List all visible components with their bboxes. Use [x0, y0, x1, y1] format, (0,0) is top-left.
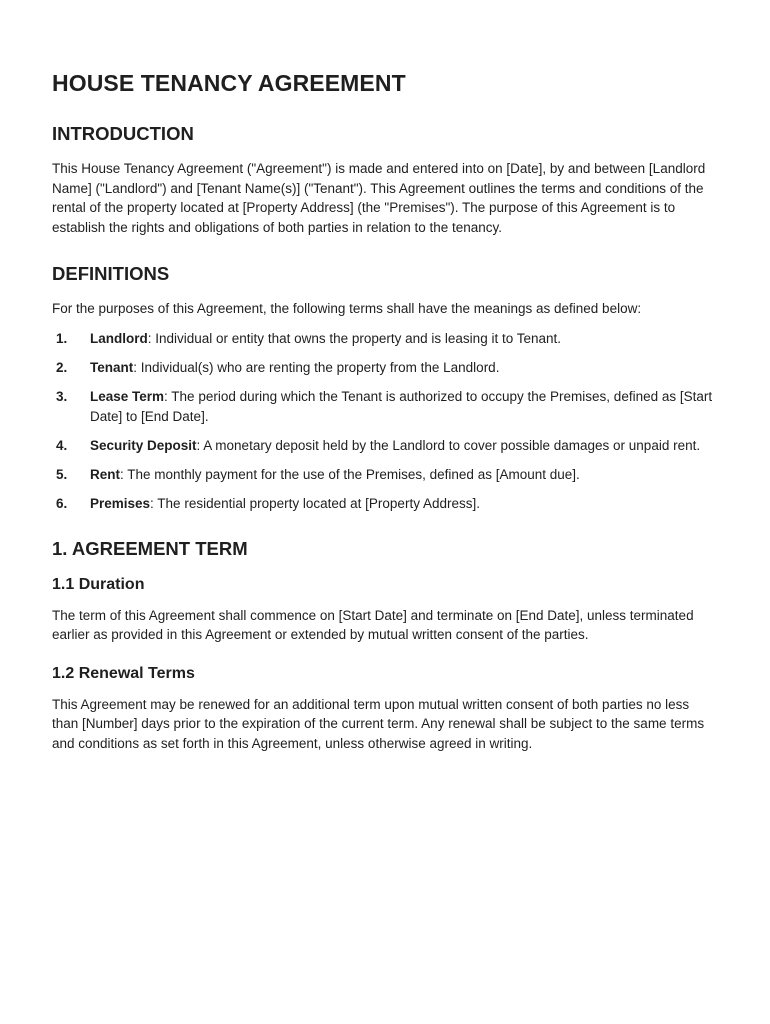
definition-term: Security Deposit [90, 437, 197, 453]
definition-term: Lease Term [90, 389, 165, 405]
definition-item [52, 436, 718, 456]
definition-item [52, 329, 718, 349]
document-title: HOUSE TENANCY AGREEMENT [52, 70, 406, 96]
definition-item [52, 494, 718, 514]
agreement-term-section [52, 538, 718, 754]
agreement-term-heading: 1. AGREEMENT TERM [52, 537, 248, 559]
renewal-text: This Agreement may be renewed for an additional term upon mutual written consent of both parties no less than [Number] days prior to the expiration of the current term. Any renewal shall be subject to the same terms and conditions as set forth in this Agreement, unless otherwise agreed in writing. [52, 696, 705, 751]
definitions-section [52, 263, 718, 513]
definitions-list [52, 329, 718, 514]
definition-number: 6. [56, 496, 68, 512]
definition-item [52, 387, 718, 426]
definition-description: : The monthly payment for the use of the Premises, defined as [Amount due]. [120, 466, 580, 482]
introduction-heading: INTRODUCTION [52, 123, 194, 144]
definition-term: Rent [90, 466, 120, 482]
definition-description: : A monetary deposit held by the Landlord to cover possible damages or unpaid rent. [196, 437, 701, 453]
introduction-text: This House Tenancy Agreement ("Agreement") is made and entered into on [Date], by and between [Landlord Name] ("Landlord") and [Tenant Name(s)] ("Tenant"). This Agreement outlines the terms and conditions of the rental of the property located at [Property Address] (the "Premises"). The purpose of this Agreement is to establish the rights and obligations of both parties in relation to the tenancy. [52, 161, 706, 235]
duration-heading: 1.1 Duration [52, 575, 145, 593]
definitions-intro: For the purposes of this Agreement, the following terms shall have the meanings as defined below: [52, 301, 642, 317]
definition-item [52, 465, 718, 485]
definitions-heading: DEFINITIONS [52, 263, 170, 285]
definition-term: Landlord [90, 330, 148, 346]
definition-number: 5. [56, 466, 68, 482]
definition-item [52, 358, 718, 378]
definition-description: : Individual or entity that owns the property and is leasing it to Tenant. [147, 330, 561, 346]
definition-description: : The residential property located at [Property Address]. [150, 496, 480, 512]
renewal-heading: 1.2 Renewal Terms [52, 664, 195, 682]
definition-number: 1. [56, 330, 68, 346]
definition-term: Tenant [90, 360, 134, 376]
definition-description: : The period during which the Tenant is authorized to occupy the Premises, defined as [Start Date] to [End Date]. [90, 389, 713, 424]
duration-text: The term of this Agreement shall commence on [Start Date] and terminate on [End Date], unless terminated earlier as provided in this Agreement or extended by mutual written consent of the parties. [52, 607, 694, 643]
definition-number: 4. [56, 437, 68, 453]
introduction-section [52, 123, 718, 237]
definition-number: 2. [56, 360, 68, 376]
definition-term: Premises [90, 496, 151, 512]
definition-description: : Individual(s) who are renting the property from the Landlord. [133, 360, 500, 376]
definition-number: 3. [56, 389, 68, 405]
